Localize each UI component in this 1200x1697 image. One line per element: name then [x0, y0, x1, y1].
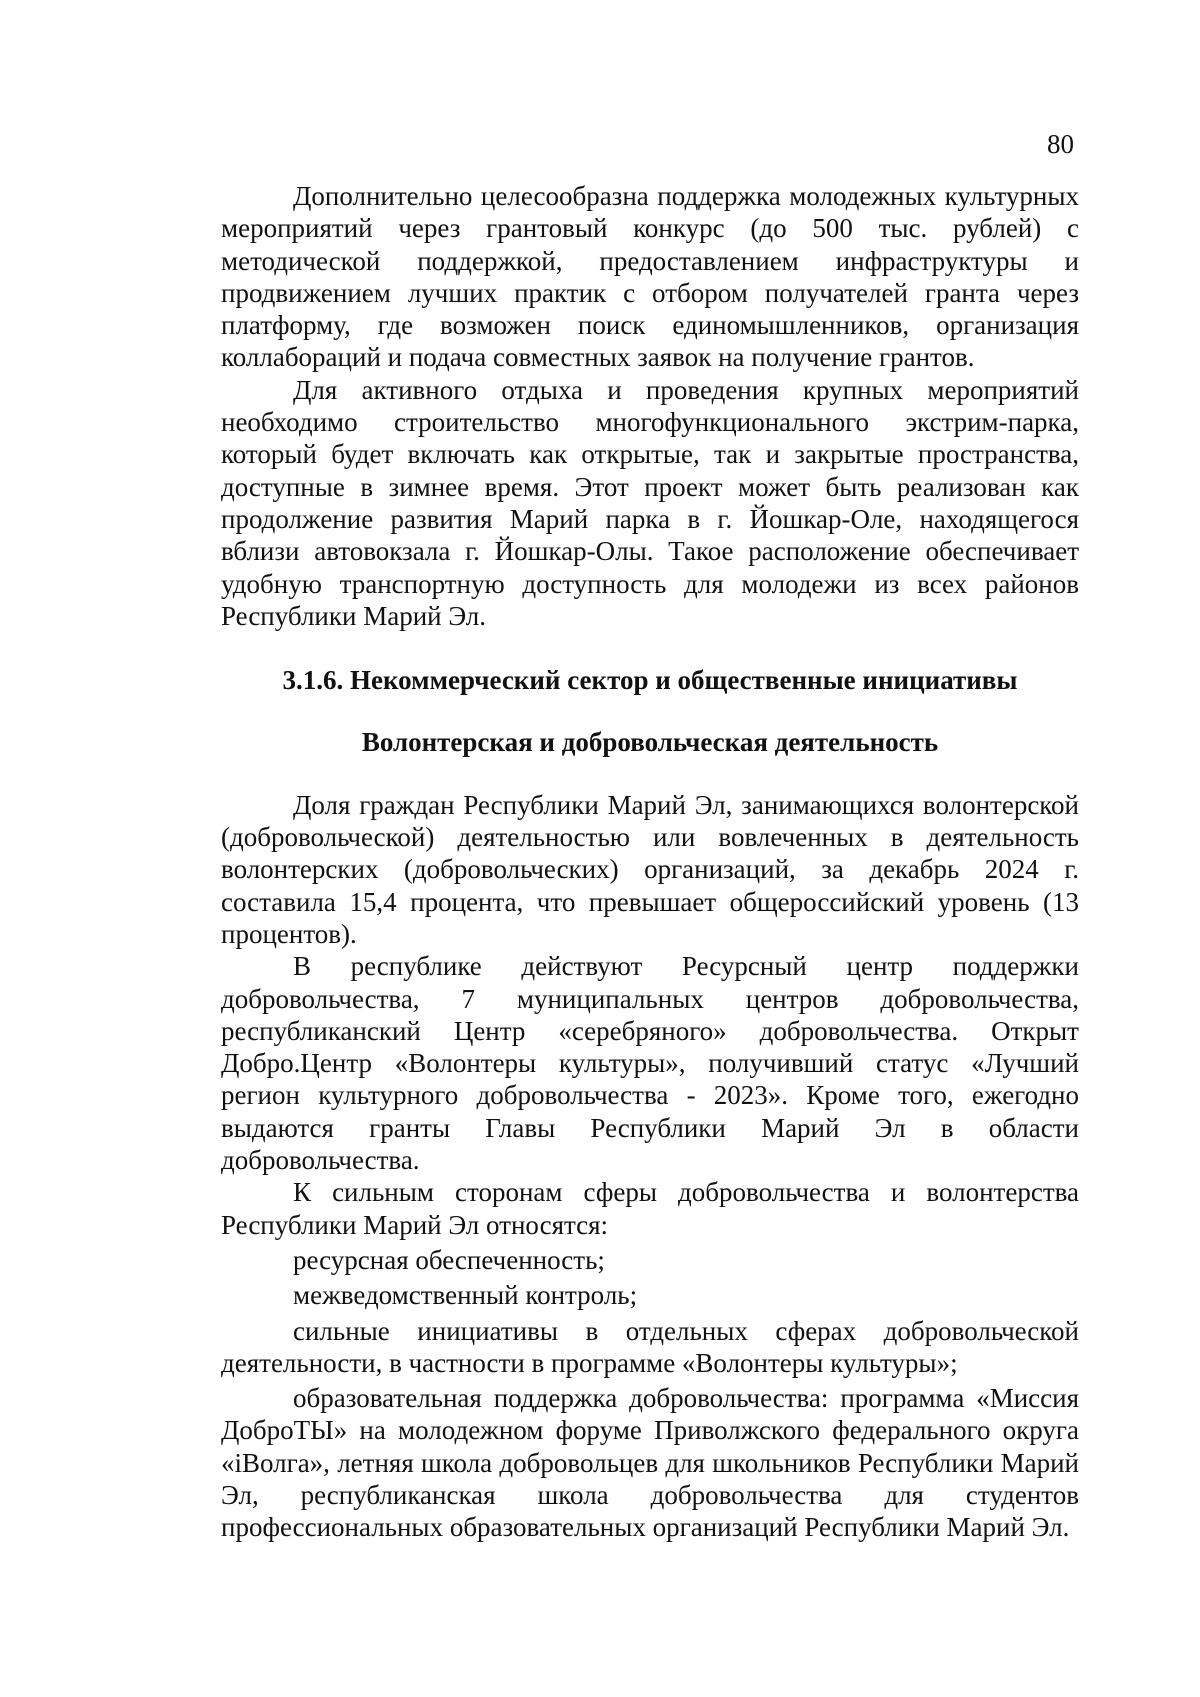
paragraph-volunteer-centers: В республике действуют Ресурсный центр поддержки добровольчества, 7 муниципальных центров добровольчества, республиканский Центр «серебряного» добровольчества. Открыт Добро.Центр «Волонтеры культуры», получивший статус «Лучший регион культурного добровольчества - 2023». Кроме того, ежегодно выдаются гранты Главы Республики Марий Эл в области добровольчества.: [221, 951, 1079, 1176]
paragraph-extreme-park: Для активного отдыха и проведения крупных мероприятий необходимо строительство многофункционального экстрим-парка, который будет включать как открытые, так и закрытые пространства, доступные в зимнее время. Этот проект может быть реализован как продолжение развития Марий парка в г. Йошкар-Оле, находящегося вблизи автовокзала г. Йошкар-Олы. Такое расположение обеспечивает удобную транспортную доступность для молодежи из всех районов Республики Марий Эл.: [221, 374, 1079, 631]
list-item: межведомственный контроль;: [293, 1280, 638, 1311]
list-item: сильные инициативы в отдельных сферах добровольческой деятельности, в частности в программе «Волонтеры культуры»;: [221, 1315, 1079, 1378]
list-item: ресурсная обеспеченность;: [293, 1244, 605, 1275]
subsection-heading: Волонтерская и добровольческая деятельность: [361, 727, 939, 758]
document-body: [221, 180, 1079, 1544]
section-heading: 3.1.6. Некоммерческий сектор и общественные инициативы: [282, 665, 1018, 696]
page-number: 80: [1047, 129, 1074, 159]
paragraph-grant-support: Дополнительно целесообразна поддержка молодежных культурных мероприятий через грантовый конкурс (до 500 тыс. рублей) с методической поддержкой, предоставлением инфраструктуры и продвижением лучших практик с отбором получателей гранта через платформу, где возможен поиск единомышленников, организация коллабораций и подача совместных заявок на получение грантов.: [221, 181, 1079, 373]
paragraph-strengths-intro: К сильным сторонам сферы добровольчества и волонтерства Республики Марий Эл относятся:: [221, 1177, 1079, 1240]
paragraph-volunteer-share: Доля граждан Республики Марий Эл, занимающихся волонтерской (добровольческой) деятельностью или вовлеченных в деятельность волонтерских (добровольческих) организаций, за декабрь 2024 г. составила 15,4 процента, что превышает общероссийский уровень (13 процентов).: [221, 789, 1079, 949]
list-item: образовательная поддержка добровольчества: программа «Миссия ДоброТЫ» на молодежном форуме Приволжского федерального округа «iВолга», летняя школа добровольцев для школьников Республики Марий Эл, республиканская школа добровольчества для студентов профессиональных образовательных организаций Республики Марий Эл.: [221, 1383, 1079, 1543]
